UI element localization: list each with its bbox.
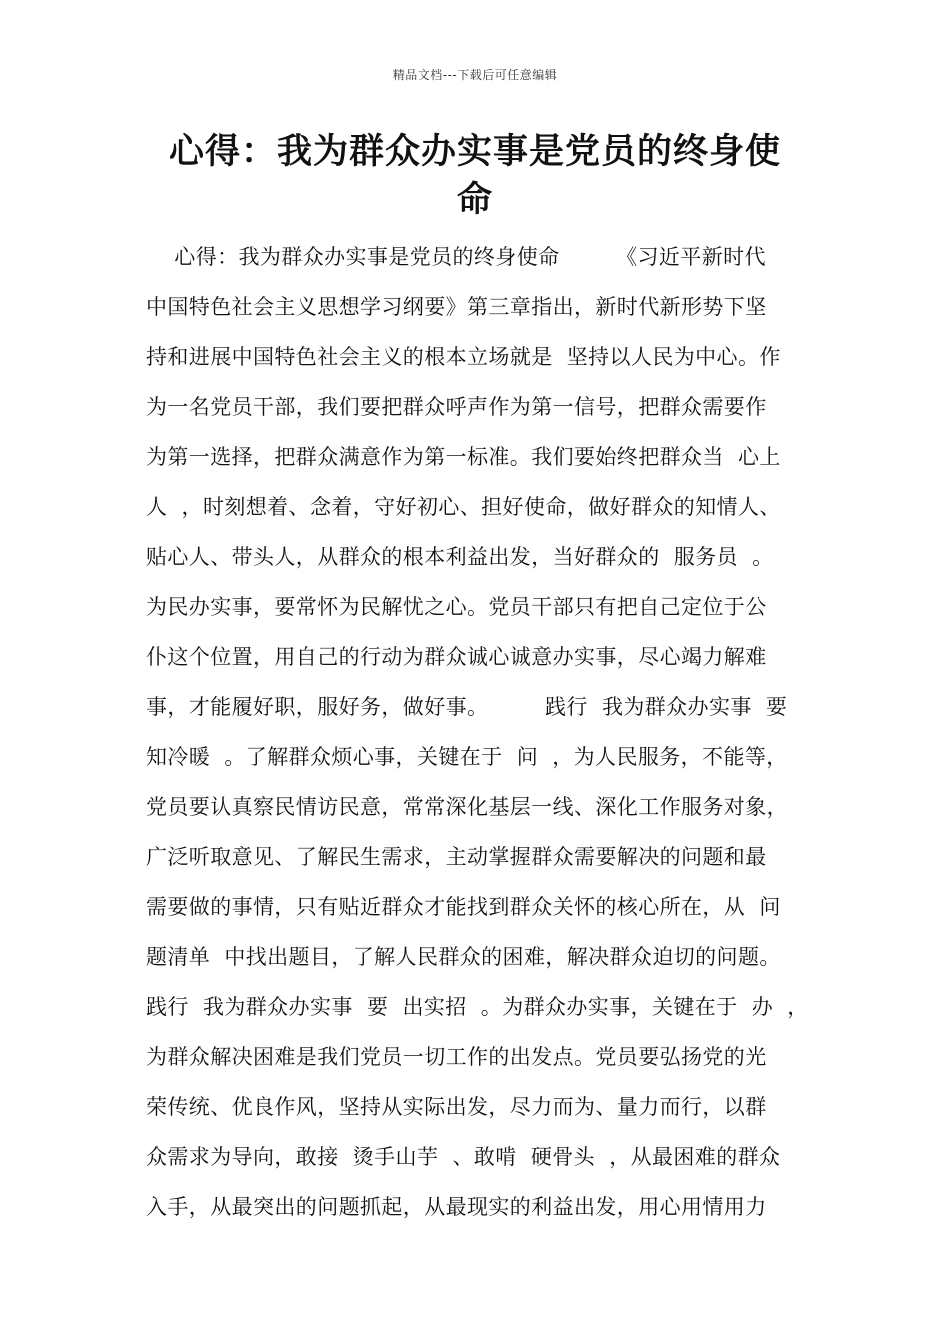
body-line: 心得：我为群众办实事是党员的终身使命 《习近平新时代	[146, 245, 766, 269]
document-title	[145, 128, 805, 224]
body-line: 人 ，时刻想着、念着，守好初心、担好使命，做好群众的知情人、	[146, 495, 781, 519]
body-line: 贴心人、带头人，从群众的根本利益出发，当好群众的 服务员 。	[146, 545, 774, 569]
document-body	[146, 232, 822, 1232]
body-line: 众需求为导向，敢接 烫手山芋 、敢啃 硬骨头 ，从最困难的群众	[146, 1145, 781, 1169]
page-header: 精品文档---下载后可任意编辑	[392, 68, 558, 82]
body-line: 知冷暖 。了解群众烦心事，关键在于 问 ，为人民服务，不能等，	[146, 745, 788, 769]
body-line: 需要做的事情，只有贴近群众才能找到群众关怀的核心所在，从 问	[146, 895, 781, 919]
title-line-1: 心得：我为群众办实事是党员的终身使	[168, 132, 781, 172]
body-line: 荣传统、优良作风，坚持从实际出发，尽力而为、量力而行，以群	[146, 1095, 767, 1119]
title-line-2: 命	[456, 180, 493, 220]
body-line: 为第一选择，把群众满意作为第一标准。我们要始终把群众当 心上	[146, 445, 781, 469]
body-line: 践行 我为群众办实事 要 出实招 。为群众办实事，关键在于 办 ，	[146, 995, 809, 1019]
body-line: 中国特色社会主义思想学习纲要》第三章指出，新时代新形势下坚	[146, 295, 767, 319]
body-line: 仆这个位置，用自己的行动为群众诚心诚意办实事，尽心竭力解难	[146, 645, 767, 669]
body-line: 广泛听取意见、了解民生需求，主动掌握群众需要解决的问题和最	[146, 845, 767, 869]
body-line: 为群众解决困难是我们党员一切工作的出发点。党员要弘扬党的光	[146, 1045, 767, 1069]
body-line: 为一名党员干部，我们要把群众呼声作为第一信号，把群众需要作	[146, 395, 767, 419]
body-line: 事，才能履好职，服好务，做好事。 践行 我为群众办实事 要	[146, 695, 788, 719]
body-line: 持和进展中国特色社会主义的根本立场就是 坚持以人民为中心。作	[146, 345, 781, 369]
body-line: 为民办实事，要常怀为民解忧之心。党员干部只有把自己定位于公	[146, 595, 767, 619]
body-line: 入手，从最突出的问题抓起，从最现实的利益出发，用心用情用力	[146, 1195, 767, 1219]
body-line: 题清单 中找出题目，了解人民群众的困难，解决群众迫切的问题。	[146, 945, 781, 969]
body-line: 党员要认真察民情访民意，常常深化基层一线、深化工作服务对象，	[146, 795, 788, 819]
